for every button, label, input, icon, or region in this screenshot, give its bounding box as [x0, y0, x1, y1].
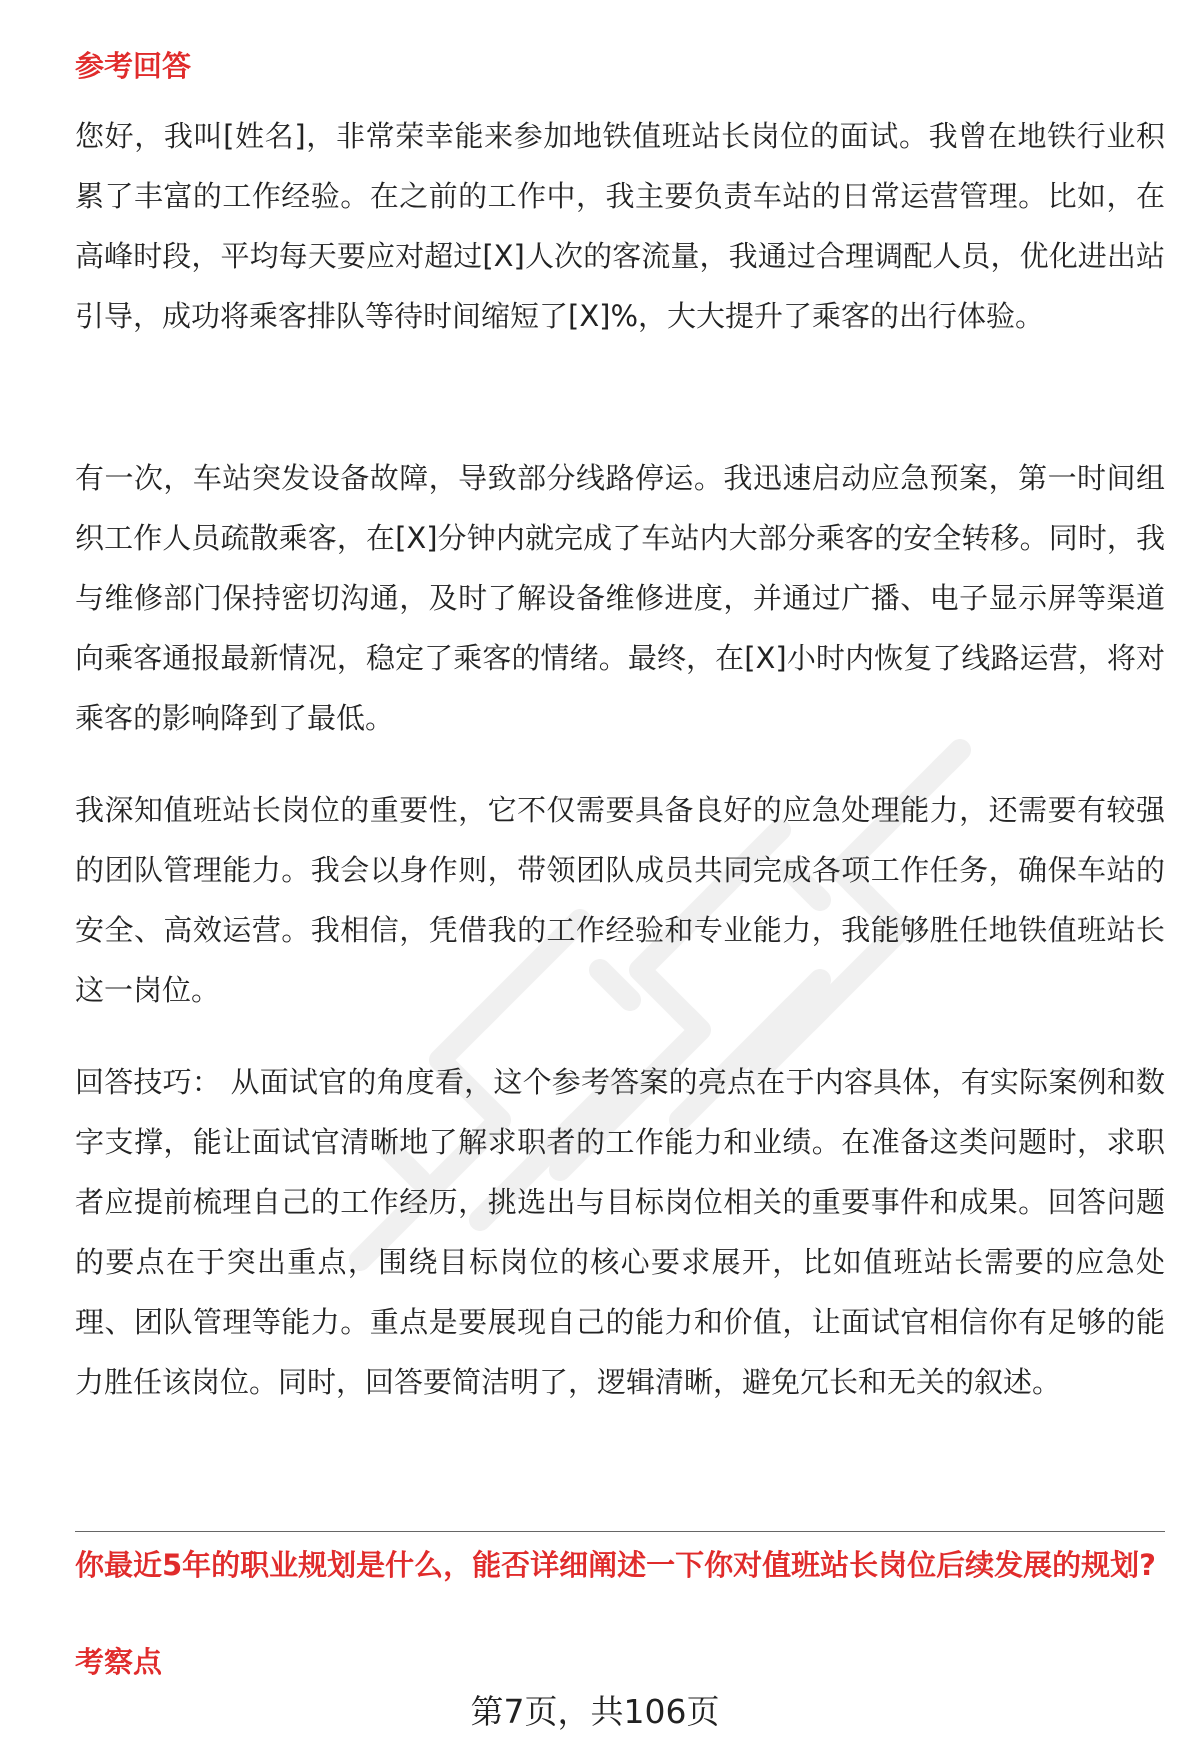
page-footer: 第7页，共106页 [470, 1692, 720, 1731]
section-divider [75, 1531, 1165, 1532]
next-section-heading: 考察点 [75, 1645, 163, 1679]
next-question: 你最近5年的职业规划是什么，能否详细阐述一下你对值班站长岗位后续发展的规划? [75, 1548, 1157, 1582]
answer-paragraph-1: 您好，我叫[姓名]，非常荣幸能来参加地铁值班站长岗位的面试。我曾在地铁行业积累了丰富的工作经验。在之前的工作中，我主要负责车站的日常运营管理。比如，在高峰时段，平均每天要应对超过[X]人次的客流量，我通过合理调配人员，优化进出站引导，成功将乘客排队等待时间缩短了[X]%，大大提升了乘客的出行体验。 [75, 119, 1165, 333]
answer-paragraph-3: 我深知值班站长岗位的重要性，它不仅需要具备良好的应急处理能力，还需要有较强的团队管理能力。我会以身作则，带领团队成员共同完成各项工作任务，确保车站的安全、高效运营。我相信，凭借我的工作经验和专业能力，我能够胜任地铁值班站长这一岗位。 [75, 793, 1165, 1007]
answer-tips-paragraph: 回答技巧： 从面试官的角度看，这个参考答案的亮点在于内容具体，有实际案例和数字支撑，能让面试官清晰地了解求职者的工作能力和业绩。在准备这类问题时，求职者应提前梳理自己的工作经历，挑选出与目标岗位相关的重要事件和成果。回答问题的要点在于突出重点，围绕目标岗位的核心要求展开，比如值班站长需要的应急处理、团队管理等能力。重点是要展现自己的能力和价值，让面试官相信你有足够的能力胜任该岗位。同时，回答要简洁明了，逻辑清晰，避免冗长和无关的叙述。 [75, 1065, 1165, 1399]
answer-paragraph-2: 有一次，车站突发设备故障，导致部分线路停运。我迅速启动应急预案，第一时间组织工作人员疏散乘客，在[X]分钟内就完成了车站内大部分乘客的安全转移。同时，我与维修部门保持密切沟通，及时了解设备维修进度，并通过广播、电子显示屏等渠道向乘客通报最新情况，稳定了乘客的情绪。最终，在[X]小时内恢复了线路运营，将对乘客的影响降到了最低。 [75, 461, 1165, 735]
answer-heading: 参考回答 [75, 49, 192, 83]
